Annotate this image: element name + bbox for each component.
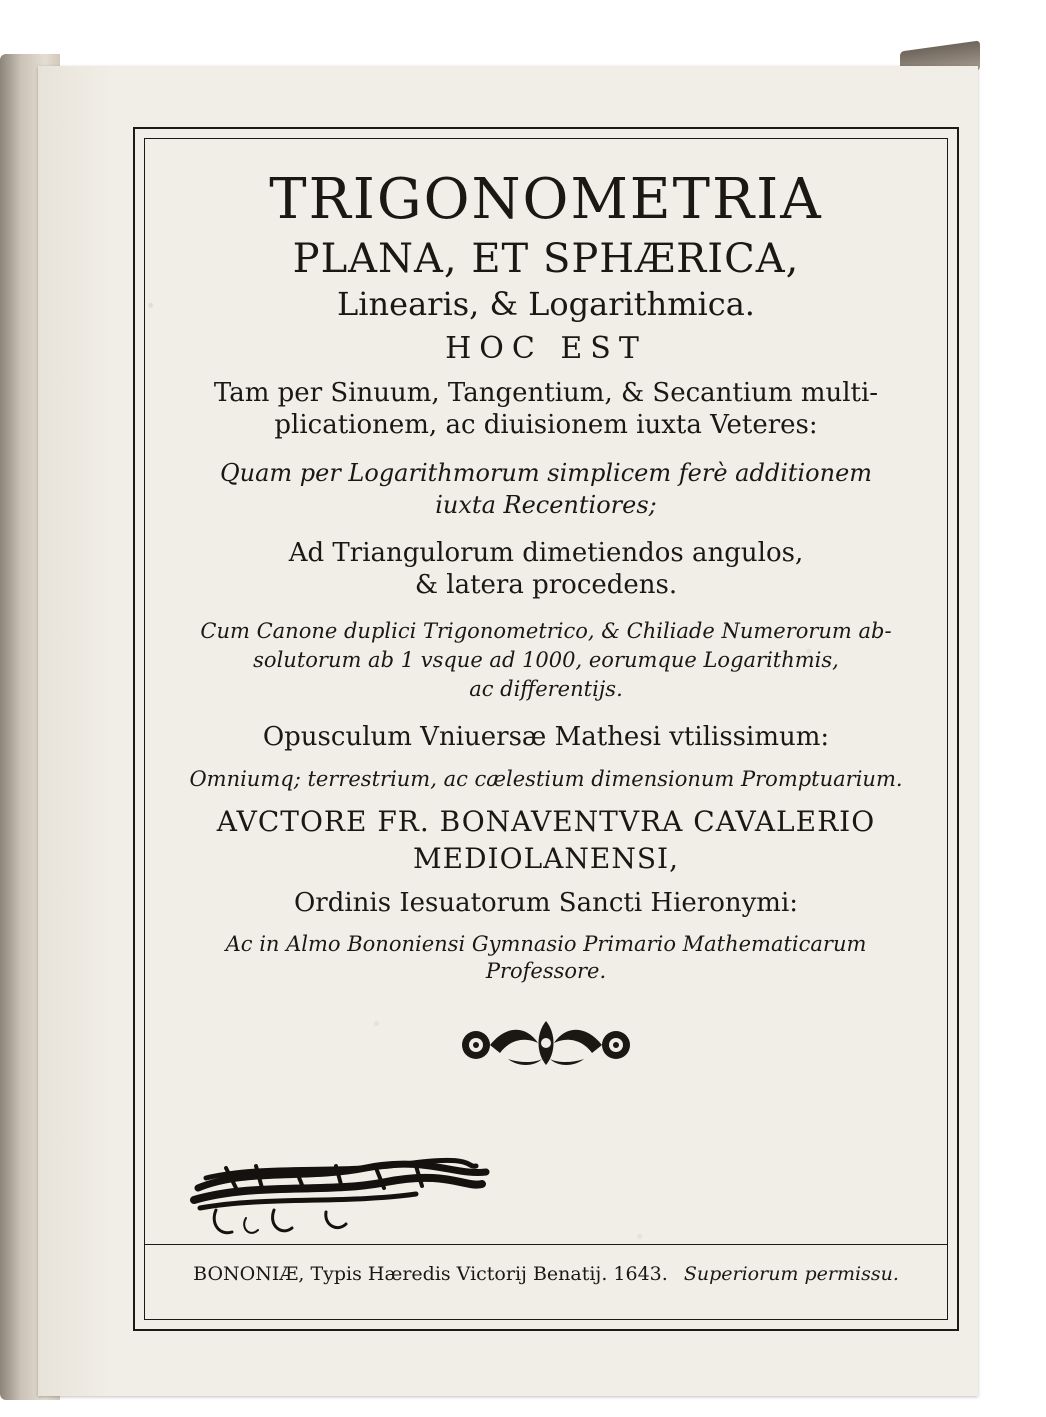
paragraph-veteres xyxy=(165,379,927,440)
text-line: Tam per Sinuum, Tangentium, & Secantium multi- xyxy=(213,377,879,408)
imprint-text: BONONIÆ, Typis Hæredis Victorij Benatij. 1643. xyxy=(193,1263,668,1285)
author-line: AVCTORE FR. BONAVENTVRA CAVALERIO xyxy=(216,804,876,838)
position-block xyxy=(165,933,927,983)
paragraph-canone xyxy=(165,620,927,701)
text-line: Ac in Almo Bononiensi Gymnasio Primario Mathematicarum xyxy=(225,932,867,957)
text-line: Quam per Logarithmorum simplicem ferè additionem xyxy=(219,458,873,487)
title-page-content xyxy=(165,159,927,1073)
paragraph-triangulorum xyxy=(165,539,927,600)
ink-scribble-icon xyxy=(186,1138,496,1248)
imprint xyxy=(145,1263,947,1285)
hoc-est-heading: HOC EST xyxy=(445,330,647,366)
text-line: & latera procedens. xyxy=(414,570,678,601)
author-block xyxy=(165,804,927,875)
text-line: solutorum ab 1 vsque ad 1000, eorumque Logarithmis, xyxy=(253,648,839,673)
text-line: ac differentijs. xyxy=(469,677,623,702)
text-line: iuxta Recentiores; xyxy=(435,491,657,520)
subtitle-line-1: PLANA, ET SPHÆRICA, xyxy=(292,235,800,282)
text-line: Ad Triangulorum dimetiendos angulos, xyxy=(288,537,804,568)
title-page xyxy=(38,66,978,1396)
order-line: Ordinis Iesuatorum Sancti Hieronymi: xyxy=(293,887,799,918)
paragraph-recentiores xyxy=(165,460,927,519)
subtitle-line-2: Linearis, & Logarithmica. xyxy=(337,284,755,323)
book-title: TRIGONOMETRIA xyxy=(269,167,823,232)
text-line: Cum Canone duplici Trigonometrico, & Chiliade Numerorum ab- xyxy=(200,618,892,643)
imprint-permission: Superiorum permissu. xyxy=(683,1263,899,1285)
book xyxy=(0,46,985,1400)
text-line: plicationem, ac diuisionem iuxta Veteres: xyxy=(274,410,818,441)
floral-fleuron-icon xyxy=(446,1013,646,1073)
author-line: MEDIOLANENSI, xyxy=(413,841,679,875)
opusculum-line: Opusculum Vniuersæ Mathesi vtilissimum: xyxy=(262,722,830,753)
promptuarium-line: Omniumq; terrestrium, ac cælestium dimensionum Promptuarium. xyxy=(189,766,903,791)
text-line: Professore. xyxy=(485,959,607,984)
